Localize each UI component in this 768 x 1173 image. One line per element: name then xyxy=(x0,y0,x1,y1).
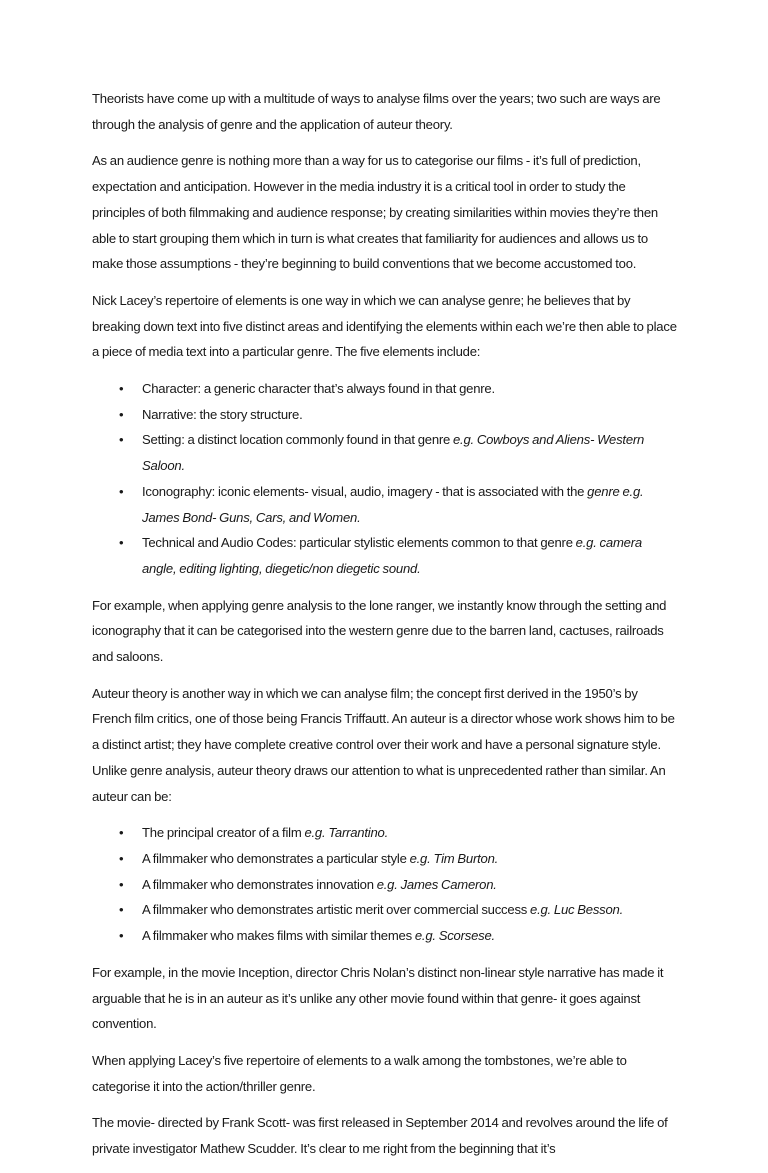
list-item-text-run: Technical and Audio Codes: particular stylistic elements common to that genre xyxy=(142,535,576,551)
bullet-point-icon: • xyxy=(119,535,124,551)
list-item-similar-themes xyxy=(92,923,678,949)
list-item-text-run: e.g. camera angle, editing lighting, diegetic/non diegetic sound. xyxy=(142,535,642,576)
list-item-text-run: Character: a generic character that’s always found in that genre. xyxy=(142,381,495,397)
bullet-point-icon: • xyxy=(119,406,124,422)
list-item-principal-creator xyxy=(92,820,678,846)
paragraph-tombstones-genre: When applying Lacey’s five repertoire of elements to a walk among the tombstones, we’re able to categorise it into the action/thriller genre. xyxy=(92,1052,627,1094)
paragraph-intro: Theorists have come up with a multitude of ways to analyse films over the years; two such are ways are through the analysis of genre and the application of auteur theory. xyxy=(92,91,661,132)
list-item-text-run: A filmmaker who demonstrates artistic merit over commercial success xyxy=(142,902,531,918)
list-item-particular-style xyxy=(92,846,678,872)
bullet-point-icon: • xyxy=(119,876,124,892)
list-item-setting xyxy=(92,427,678,478)
bullet-point-icon: • xyxy=(119,432,124,448)
list-item-character xyxy=(92,376,678,402)
paragraph-audience-genre: As an audience genre is nothing more than a way for us to categorise our films - it’s full of prediction, expectation and anticipation. However in the media industry it is a critical tool in order to study the principles of both filmmaking and audience response; by creating similarities within movies they’re then able to start grouping them which in turn is what creates that familiarity for audiences and allows us to make those assumptions - they’re beginning to build conventions that we become accustomed too. xyxy=(92,153,658,272)
paragraph-lone-ranger-example: For example, when applying genre analysis to the lone ranger, we instantly know through the setting and iconography that it can be categorised into the western genre due to the barren land, cactuses, railroads and saloons. xyxy=(92,597,667,665)
list-item-text-run: e.g. James Cameron. xyxy=(376,876,497,892)
paragraph-movie-details: The movie- directed by Frank Scott- was first released in September 2014 and revolves around the life of private investigator Mathew Scudder. It’s clear to me right from the beginning that it’s xyxy=(92,1115,668,1157)
bullet-point-icon: • xyxy=(119,902,124,918)
list-item-text-run: Iconography: iconic elements- visual, audio, imagery - that is associated with the xyxy=(142,483,588,499)
list-item-text-run: A filmmaker who demonstrates a particular style xyxy=(142,850,410,866)
list-item-text-run: e.g. Scorsese. xyxy=(414,928,495,944)
list-item-text-run: A filmmaker who demonstrates innovation xyxy=(142,876,377,892)
paragraph-auteur-theory: Auteur theory is another way in which we can analyse film; the concept first derived in the 1950’s by French film critics, one of those being Francis Triffautt. An auteur is a director whose work shows him to be a distinct artist; they have complete creative control over their work and have a personal signature style. Unlike genre analysis, auteur theory draws our attention to what is unprecedented rather than similar. An auteur can be: xyxy=(92,685,675,804)
list-item-text-run: e.g. Cowboys and Aliens- Western Saloon. xyxy=(142,432,645,474)
list-item-text-run: Narrative: the story structure. xyxy=(142,406,303,422)
list-item-artistic-merit xyxy=(92,897,678,923)
list-item-text-run: The principal creator of a film xyxy=(142,825,305,841)
list-item-text-run: e.g. Luc Besson. xyxy=(530,902,624,918)
list-item-iconography xyxy=(92,479,678,530)
paragraph-nick-lacey: Nick Lacey’s repertoire of elements is one way in which we can analyse genre; he believes that by breaking down text into five distinct areas and identifying the elements within each we’re then able to place a piece of media text into a particular genre. The five elements include: xyxy=(92,292,677,360)
paragraph-inception-example: For example, in the movie Inception, director Chris Nolan’s distinct non-linear style narrative has made it arguable that he is in an auteur as it’s unlike any other movie found within that genre- it goes against convention. xyxy=(92,964,664,1032)
bullet-point-icon: • xyxy=(119,825,124,841)
list-item-narrative xyxy=(92,402,678,428)
bullet-point-icon: • xyxy=(119,381,124,397)
list-item-text-run: e.g. Tim Burton. xyxy=(409,850,499,866)
list-item-text-run: e.g. Tarrantino. xyxy=(304,825,389,841)
list-five-elements xyxy=(92,376,678,582)
bullet-point-icon: • xyxy=(119,483,124,499)
bullet-point-icon: • xyxy=(119,928,124,944)
document-body xyxy=(92,86,678,1173)
list-item-technical-audio-codes xyxy=(92,530,678,581)
list-auteur-definitions xyxy=(92,820,678,949)
list-item-text-run: A filmmaker who makes films with similar themes xyxy=(142,928,415,944)
list-item-text-run: Setting: a distinct location commonly found in that genre xyxy=(142,432,453,448)
bullet-point-icon: • xyxy=(119,850,124,866)
list-item-innovation xyxy=(92,872,678,898)
list-item-text-run: genre e.g. James Bond- Guns, Cars, and Women. xyxy=(142,483,644,525)
